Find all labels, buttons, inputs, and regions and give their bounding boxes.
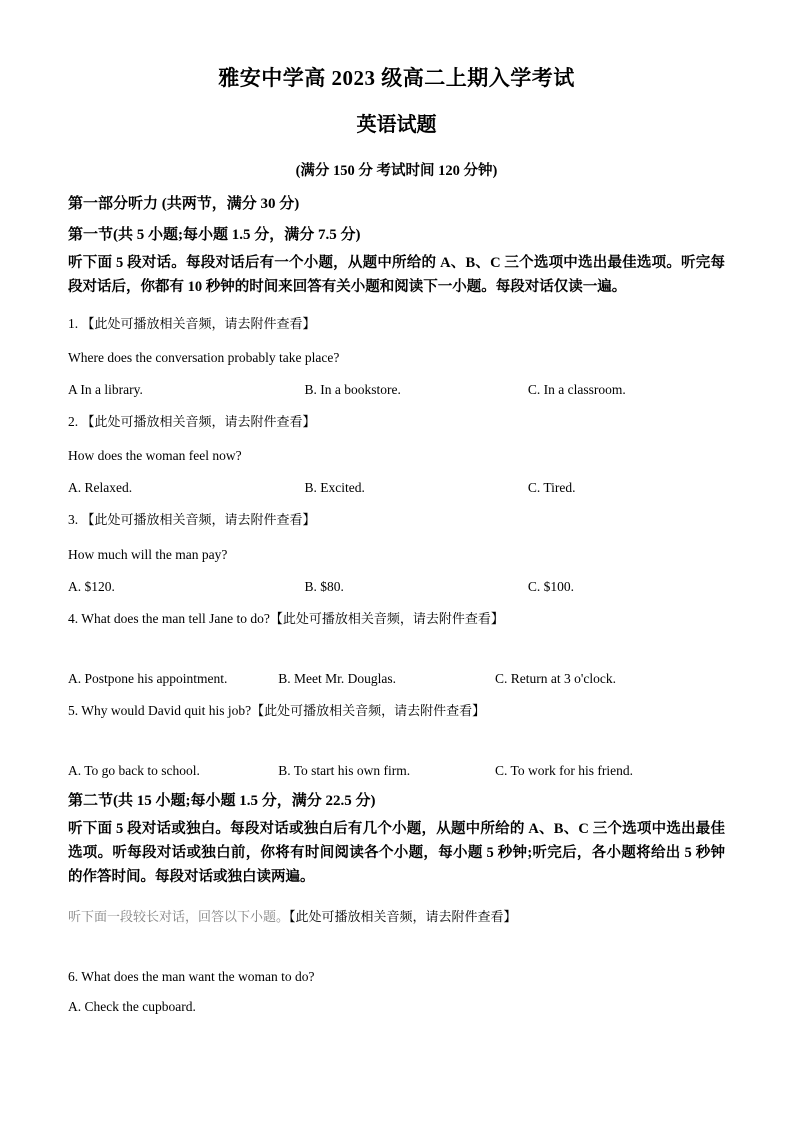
question-number: 1.	[68, 315, 79, 331]
question-stem: 6. What does the man want the woman to do?	[68, 968, 315, 984]
audio-attachment-note: 【此处可播放相关音频，请去附件查看】	[251, 702, 486, 718]
question-line	[68, 314, 725, 334]
option-c: C. In a classroom.	[527, 382, 626, 398]
answer-space	[68, 925, 725, 955]
option-a: A. Check the cupboard.	[68, 998, 196, 1014]
question-number: 3.	[68, 512, 79, 528]
long-dialog-note	[68, 906, 725, 925]
option-b: B. Excited.	[304, 480, 365, 496]
question-stem: How does the woman feel now?	[68, 448, 242, 464]
audio-attachment-note: 【此处可播放相关音频，请去附件查看】	[81, 315, 316, 331]
option-b: B. Meet Mr. Douglas.	[278, 670, 396, 686]
question-line	[68, 701, 725, 721]
option-row	[68, 763, 725, 779]
option-b: B. In a bookstore.	[304, 382, 401, 398]
option-row	[68, 579, 725, 595]
option-c: C. Return at 3 o'clock.	[495, 670, 616, 686]
audio-attachment-note: 【此处可播放相关音频，请去附件查看】	[269, 610, 504, 626]
option-row	[68, 382, 725, 398]
answer-space	[68, 629, 725, 655]
option-c: C. To work for his friend.	[495, 763, 633, 779]
question-stem: Where does the conversation probably take place?	[68, 350, 340, 366]
option-a: A. Postpone his appointment.	[68, 670, 228, 686]
page-subtitle: 英语试题	[356, 114, 437, 136]
question-line	[68, 609, 725, 629]
option-c: C. $100.	[527, 578, 575, 594]
option-c: C. Tired.	[527, 480, 576, 496]
option-a: A. To go back to school.	[68, 763, 200, 779]
part-one-heading: 第一部分听力 (共两节，满分 30 分)	[68, 196, 300, 212]
answer-space	[68, 721, 725, 747]
option-a: A In a library.	[68, 382, 143, 398]
page-title: 雅安中学高 2023 级高二上期入学考试	[218, 66, 575, 90]
section-one-instruction: 听下面 5 段对话。每段对话后有一个小题，从题中所给的 A、B、C 三个选项中选出最佳选项。听完每段对话后，你都有 10 秒钟的时间来回答有关小题和阅读下一小题。每段对话仅读一遍。	[68, 255, 725, 295]
question-line	[68, 412, 725, 432]
question-stem: 5. Why would David quit his job?	[68, 702, 252, 718]
audio-attachment-note: 【此处可播放相关音频，请去附件查看】	[289, 908, 517, 924]
audio-attachment-note: 【此处可播放相关音频，请去附件查看】	[81, 512, 316, 528]
score-and-time-line: (满分 150 分 考试时间 120 分钟)	[295, 163, 498, 179]
section-one-heading: 第一节(共 5 小题;每小题 1.5 分，满分 7.5 分)	[68, 227, 361, 243]
option-row	[68, 480, 725, 496]
section-two-heading: 第二节(共 15 小题;每小题 1.5 分，满分 22.5 分)	[68, 793, 376, 810]
option-row	[68, 671, 725, 687]
question-number: 2.	[68, 414, 79, 430]
option-b: B. To start his own firm.	[278, 763, 411, 779]
section-two-instruction: 听下面 5 段对话或独白。每段对话或独白后有几个小题，从题中所给的 A、B、C 三个选项中选出最佳选项。听每段对话或独白前，你将有时间阅读各个小题，每小题 5 秒钟;听完后，各小题将给出 5 秒钟的作答时间。每段对话或独白读两遍。	[68, 821, 725, 885]
question-stem: 4. What does the man tell Jane to do?	[68, 610, 270, 626]
question-stem: How much will the man pay?	[68, 546, 228, 562]
audio-attachment-note: 【此处可播放相关音频，请去附件查看】	[81, 414, 316, 430]
option-a: A. Relaxed.	[68, 480, 133, 496]
option-a: A. $120.	[68, 578, 115, 594]
option-b: B. $80.	[304, 578, 344, 594]
long-dialog-note-text: 听下面一段较长对话，回答以下小题。	[68, 908, 290, 924]
question-line	[68, 510, 725, 530]
